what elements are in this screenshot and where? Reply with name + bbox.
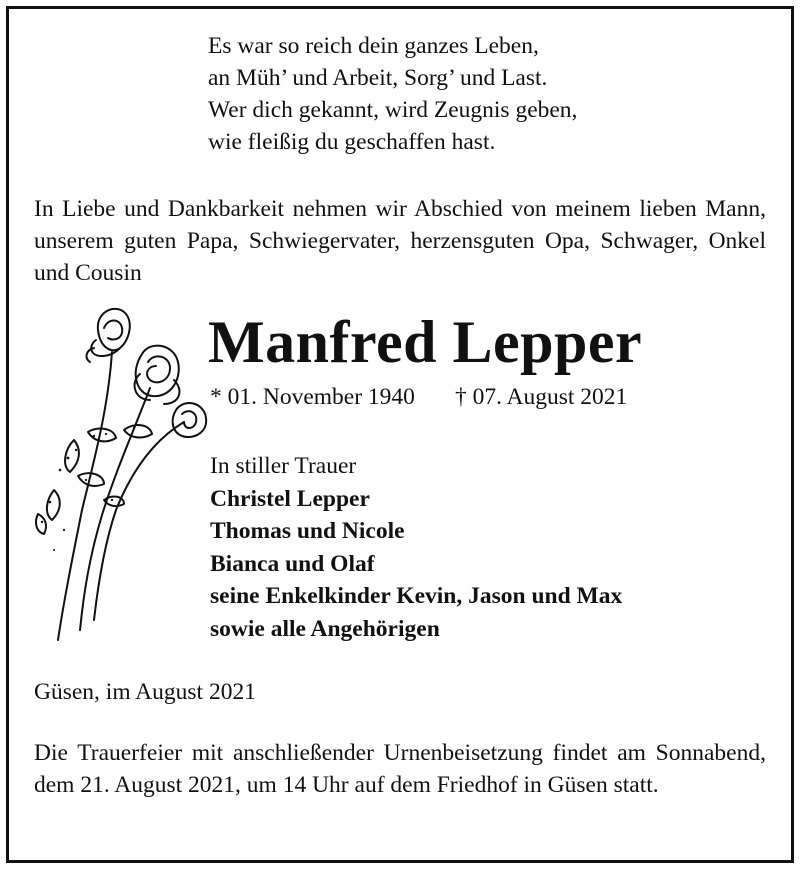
mourners-intro: In stiller Trauer (210, 453, 357, 479)
roses-illustration-icon (24, 300, 214, 650)
mourner-name: Christel Lepper (210, 485, 370, 512)
poem-line: wie fleißig du geschaffen hast. (208, 129, 496, 155)
poem-line: an Müh’ und Arbeit, Sorg’ und Last. (208, 65, 548, 91)
death-date: † 07. August 2021 (454, 384, 628, 410)
farewell-text: In Liebe und Dankbarkeit nehmen wir Abschied von meinem lieben Mann, unserem guten Papa, Schwiegervater, herzensguten Opa, Schwager, Onkel und Cousin (34, 196, 766, 286)
poem-line: Wer dich gekannt, wird Zeugnis geben, (208, 97, 578, 123)
memorial-poem (208, 30, 577, 158)
poem-line: Es war so reich dein ganzes Leben, (208, 33, 539, 59)
mourners-block (210, 450, 622, 645)
deceased-name: Manfred Lepper (208, 309, 643, 375)
mourner-name: seine Enkelkinder Kevin, Jason und Max (210, 583, 623, 609)
place-date: Güsen, im August 2021 (34, 679, 256, 705)
funeral-service-text: Die Trauerfeier mit anschließender Urnenbeisetzung findet am Sonnabend, dem 21. August 2021, um 14 Uhr auf dem Friedhof in Güsen statt. (34, 740, 766, 798)
mourner-name: Bianca und Olaf (210, 550, 375, 577)
mourner-name: sowie alle Angehörigen (210, 615, 440, 642)
mourner-name: Thomas und Nicole (210, 518, 405, 544)
birth-date: * 01. November 1940 (210, 384, 415, 410)
life-dates (210, 381, 627, 413)
